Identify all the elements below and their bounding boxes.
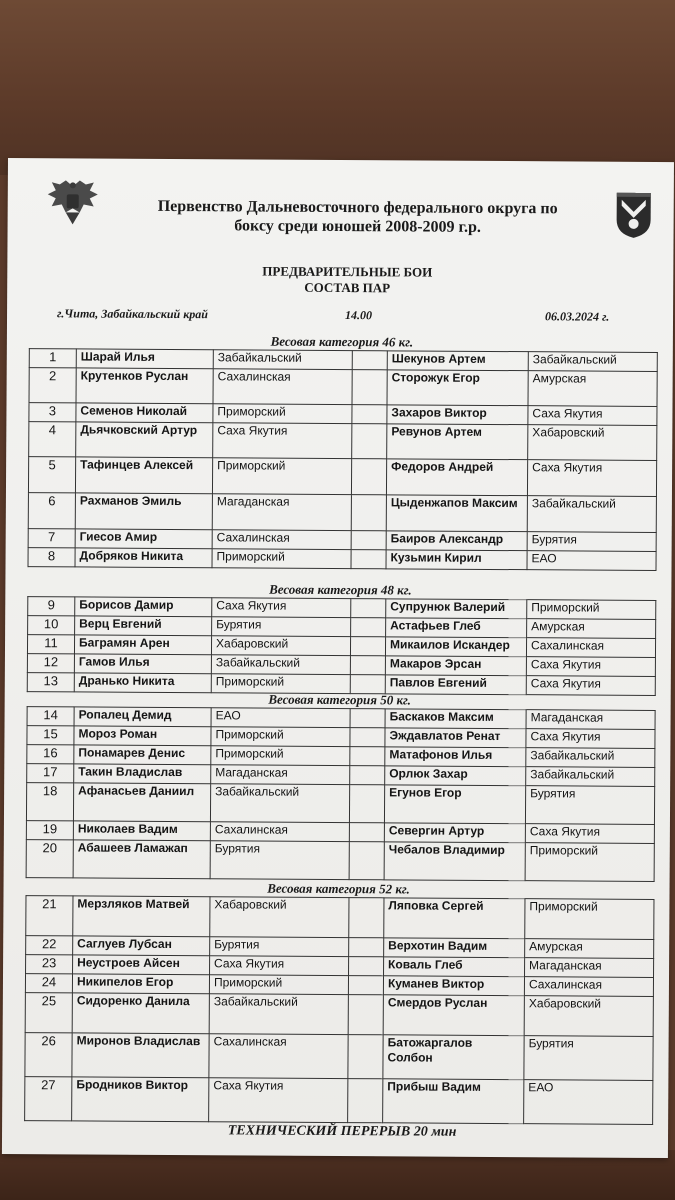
boxer-blue-region: Забайкальский (526, 767, 655, 787)
boxer-red-region: Сахалинская (212, 530, 351, 550)
boxer-red-name: Баграмян Арен (74, 635, 211, 655)
boxer-red-name: Шарай Илья (76, 349, 213, 369)
boxer-red-name: Такин Владислав (74, 764, 211, 784)
boxer-blue-name: Федоров Андрей (386, 459, 527, 496)
boxer-blue-region: Хабаровский (528, 425, 657, 461)
empty-cell (349, 957, 384, 976)
boxer-blue-name: Батожаргалов Солбон (383, 1035, 524, 1080)
empty-cell (348, 1079, 383, 1123)
boxer-red-name: Гамов Илья (74, 654, 211, 674)
table-row (25, 993, 653, 1037)
empty-cell (352, 370, 387, 405)
boxer-red-region: Саха Якутия (209, 1078, 348, 1123)
boxer-blue-region: Амурская (525, 939, 654, 959)
boxer-blue-name: Шекунов Артем (387, 351, 528, 371)
boxer-blue-name: Матафонов Илья (385, 747, 526, 767)
boxer-blue-name: Куманев Виктор (383, 976, 524, 996)
table-row (28, 548, 656, 571)
wooden-background-top (0, 0, 675, 175)
title-line-2: боксу среди юношей 2008-2009 г.р. (234, 217, 481, 236)
empty-cell (348, 976, 383, 995)
boxer-blue-region: Сахалинская (526, 638, 655, 658)
empty-cell (348, 995, 383, 1035)
boxer-red-region: Забайкальский (213, 350, 352, 370)
boxer-red-name: Добряков Никита (75, 548, 212, 568)
boxer-red-name: Дьячковский Артур (76, 422, 213, 458)
weight-category-heading: Весовая категория 52 кг. (267, 880, 410, 897)
table-row (29, 422, 657, 461)
document-title (118, 197, 598, 238)
table-row (29, 368, 657, 407)
boxer-blue-name: Смердов Руслан (383, 995, 524, 1036)
boxer-red-region: ЕАО (211, 708, 350, 728)
boxer-blue-region: Саха Якутия (528, 406, 657, 426)
boxer-red-region: Хабаровский (211, 636, 350, 656)
boxer-blue-name: Коваль Глеб (384, 957, 525, 977)
regional-coat-of-arms-icon (614, 190, 654, 240)
bout-number: 2 (29, 368, 76, 403)
boxer-red-region: Приморский (209, 975, 348, 995)
boxer-red-name: Гиесов Амир (75, 529, 212, 549)
title-line-1: Первенство Дальневосточного федерального округа по (157, 197, 558, 218)
bouts-table (27, 596, 657, 696)
boxer-blue-region: Сахалинская (524, 977, 653, 997)
boxer-red-region: Забайкальский (211, 655, 350, 675)
empty-cell (351, 459, 386, 495)
boxer-blue-region: Забайкальский (528, 352, 657, 372)
boxer-blue-name: Севергин Артур (384, 823, 525, 843)
bout-number: 17 (27, 764, 74, 783)
boxer-red-region: Сахалинская (210, 822, 349, 842)
bout-number: 3 (29, 403, 76, 422)
boxer-blue-name: Баскаков Максим (385, 709, 526, 729)
bout-number: 19 (26, 821, 73, 840)
boxer-red-name: Саглуев Лубсан (73, 936, 210, 956)
boxer-red-region: Бурятия (210, 937, 349, 957)
boxer-red-region: Саха Якутия (212, 598, 351, 618)
boxer-red-name: Николаев Вадим (73, 821, 210, 841)
empty-cell (351, 550, 386, 569)
bout-number: 10 (28, 616, 75, 635)
bout-number: 21 (26, 896, 73, 936)
boxer-blue-region: Забайкальский (526, 748, 655, 768)
boxer-blue-region: Забайкальский (527, 496, 656, 533)
boxer-red-region: Забайкальский (210, 784, 349, 823)
table-row (26, 896, 654, 940)
boxer-red-name: Ропалец Демид (74, 707, 211, 727)
boxer-blue-region: Саха Якутия (527, 460, 656, 497)
bout-number: 20 (26, 840, 73, 878)
boxer-red-region: Магаданская (211, 765, 350, 785)
boxer-red-region: Приморский (211, 746, 350, 766)
boxer-red-name: Мерзляков Матвей (73, 896, 210, 937)
boxer-red-region: Магаданская (212, 494, 351, 531)
empty-cell (350, 637, 385, 656)
boxer-blue-region: Приморский (525, 899, 654, 940)
boxer-red-name: Тафинцев Алексей (75, 457, 212, 494)
boxer-red-name: Неустроев Айсен (73, 955, 210, 975)
boxer-red-region: Бурятия (210, 841, 349, 880)
boxer-red-region: Приморский (212, 549, 351, 569)
boxer-blue-name: Микаилов Искандер (385, 637, 526, 657)
boxer-red-region: Приморский (212, 458, 351, 495)
boxer-blue-region: Амурская (528, 371, 657, 407)
bout-number: 16 (27, 745, 74, 764)
empty-cell (351, 599, 386, 618)
table-row (28, 457, 656, 497)
technical-break-note: ТЕХНИЧЕСКИЙ ПЕРЕРЫВ 20 мин (227, 1123, 457, 1140)
empty-cell (348, 1035, 383, 1079)
empty-cell (349, 842, 384, 880)
empty-cell (352, 351, 387, 370)
bout-number: 18 (26, 783, 73, 821)
table-row (26, 840, 654, 882)
boxer-blue-region: Приморский (527, 600, 656, 620)
empty-cell (349, 938, 384, 957)
bout-number: 5 (28, 457, 75, 493)
bout-number: 22 (26, 936, 73, 955)
boxer-blue-region: Бурятия (527, 532, 656, 552)
subtitle-line-2: СОСТАВ ПАР (304, 279, 391, 296)
boxer-blue-region: Саха Якутия (526, 657, 655, 677)
boxer-red-name: Борисов Дамир (75, 597, 212, 617)
empty-cell (351, 618, 386, 637)
boxer-red-region: Саха Якутия (213, 423, 352, 459)
bouts-table (26, 706, 656, 882)
boxer-red-name: Семенов Николай (76, 403, 213, 423)
boxer-blue-name: Орлюк Захар (385, 766, 526, 786)
event-time: 14.00 (345, 308, 373, 323)
bout-number: 4 (29, 422, 76, 457)
boxer-red-name: Афанасьев Даниил (73, 783, 210, 822)
bout-number: 15 (27, 726, 74, 745)
table-row (28, 493, 656, 533)
boxer-blue-name: Егунов Егор (384, 785, 525, 824)
empty-cell (350, 675, 385, 694)
boxer-red-name: Понамарев Денис (74, 745, 211, 765)
boxer-red-region: Сахалинская (213, 369, 352, 405)
document-sheet (2, 158, 674, 1158)
bout-number: 7 (28, 529, 75, 548)
empty-cell (349, 785, 384, 823)
boxer-red-region: Бурятия (212, 617, 351, 637)
boxer-blue-name: Сторожук Егор (387, 370, 528, 406)
bout-number: 27 (25, 1077, 72, 1121)
boxer-blue-name: Цыденжапов Максим (386, 495, 527, 532)
empty-cell (350, 766, 385, 785)
boxer-blue-region: Амурская (527, 619, 656, 639)
boxer-red-name: Мороз Роман (74, 726, 211, 746)
boxer-blue-name: Макаров Эрсан (385, 656, 526, 676)
empty-cell (349, 823, 384, 842)
bout-number: 6 (28, 493, 75, 529)
empty-cell (350, 747, 385, 766)
bout-number: 12 (27, 654, 74, 673)
table-row (25, 1033, 653, 1081)
boxer-blue-name: Верхотин Вадим (384, 938, 525, 958)
boxer-blue-region: Саха Якутия (526, 729, 655, 749)
empty-cell (352, 424, 387, 459)
empty-cell (350, 728, 385, 747)
boxer-blue-region: Бурятия (525, 786, 654, 825)
boxer-blue-name: Павлов Евгений (385, 675, 526, 695)
boxer-blue-name: Баиров Александр (386, 531, 527, 551)
bouts-table (28, 348, 658, 571)
boxer-red-region: Сахалинская (209, 1034, 348, 1079)
wooden-background-bottom (0, 1150, 675, 1200)
empty-cell (350, 709, 385, 728)
boxer-red-name: Абашеев Ламажап (73, 840, 210, 879)
empty-cell (351, 531, 386, 550)
bout-number: 9 (28, 597, 75, 616)
event-date: 06.03.2024 г. (545, 309, 610, 324)
empty-cell (350, 656, 385, 675)
boxer-blue-region: Хабаровский (524, 996, 653, 1037)
empty-cell (349, 898, 384, 938)
boxer-red-name: Верц Евгений (75, 616, 212, 636)
boxer-red-name: Дранько Никита (74, 673, 211, 693)
boxer-blue-region: Бурятия (524, 1036, 653, 1081)
table-row (26, 783, 654, 825)
empty-cell (351, 495, 386, 531)
bout-number: 8 (28, 548, 75, 567)
boxer-blue-region: Саха Якутия (525, 824, 654, 844)
weight-category-heading: Весовая категория 46 кг. (270, 333, 414, 350)
boxer-red-name: Бродников Виктор (72, 1077, 209, 1122)
bout-number: 25 (25, 993, 72, 1033)
boxer-blue-region: Приморский (525, 843, 654, 882)
subtitle-line-1: ПРЕДВАРИТЕЛЬНЫЕ БОИ (262, 263, 433, 280)
boxer-blue-region: ЕАО (527, 551, 656, 571)
boxer-blue-region: Магаданская (525, 958, 654, 978)
weight-category-heading: Весовая категория 48 кг. (269, 581, 412, 598)
table-row (25, 1077, 653, 1125)
boxer-red-name: Крутенков Руслан (76, 368, 213, 404)
bout-number: 13 (27, 673, 74, 692)
boxer-red-region: Забайкальский (209, 994, 348, 1035)
boxer-blue-name: Ляповка Сергей (384, 898, 525, 939)
boxer-blue-name: Кузьмин Кирил (386, 550, 527, 570)
event-place: г.Чита, Забайкальский край (57, 306, 209, 322)
boxer-red-name: Сидоренко Данила (72, 993, 209, 1034)
weight-category-heading: Весовая категория 50 кг. (268, 691, 412, 708)
double-headed-eagle-emblem-icon (46, 176, 100, 230)
boxer-blue-region: Саха Якутия (526, 676, 655, 696)
document-subtitle (197, 263, 497, 297)
bout-number: 11 (27, 635, 74, 654)
boxer-blue-name: Чебалов Владимир (384, 842, 525, 881)
boxer-red-region: Приморский (211, 674, 350, 694)
boxer-red-name: Миронов Владислав (72, 1033, 209, 1078)
boxer-blue-name: Захаров Виктор (387, 405, 528, 425)
boxer-red-name: Рахманов Эмиль (75, 493, 212, 530)
boxer-red-region: Саха Якутия (210, 956, 349, 976)
boxer-blue-name: Прибыш Вадим (383, 1079, 524, 1124)
boxer-red-region: Приморский (211, 727, 350, 747)
empty-cell (352, 405, 387, 424)
bout-number: 23 (26, 955, 73, 974)
boxer-blue-name: Ревунов Артем (387, 424, 528, 460)
boxer-blue-region: Магаданская (526, 710, 655, 730)
boxer-blue-name: Супрунюк Валерий (386, 599, 527, 619)
boxer-red-region: Хабаровский (210, 897, 349, 938)
boxer-red-name: Никипелов Егор (72, 974, 209, 994)
bout-number: 14 (27, 707, 74, 726)
bout-number: 1 (29, 349, 76, 368)
bout-number: 26 (25, 1033, 72, 1077)
boxer-blue-name: Эждавлатов Ренат (385, 728, 526, 748)
bout-number: 24 (25, 974, 72, 993)
boxer-blue-name: Астафьев Глеб (386, 618, 527, 638)
bouts-table (24, 895, 654, 1125)
boxer-red-region: Приморский (213, 404, 352, 424)
boxer-blue-region: ЕАО (524, 1080, 653, 1125)
